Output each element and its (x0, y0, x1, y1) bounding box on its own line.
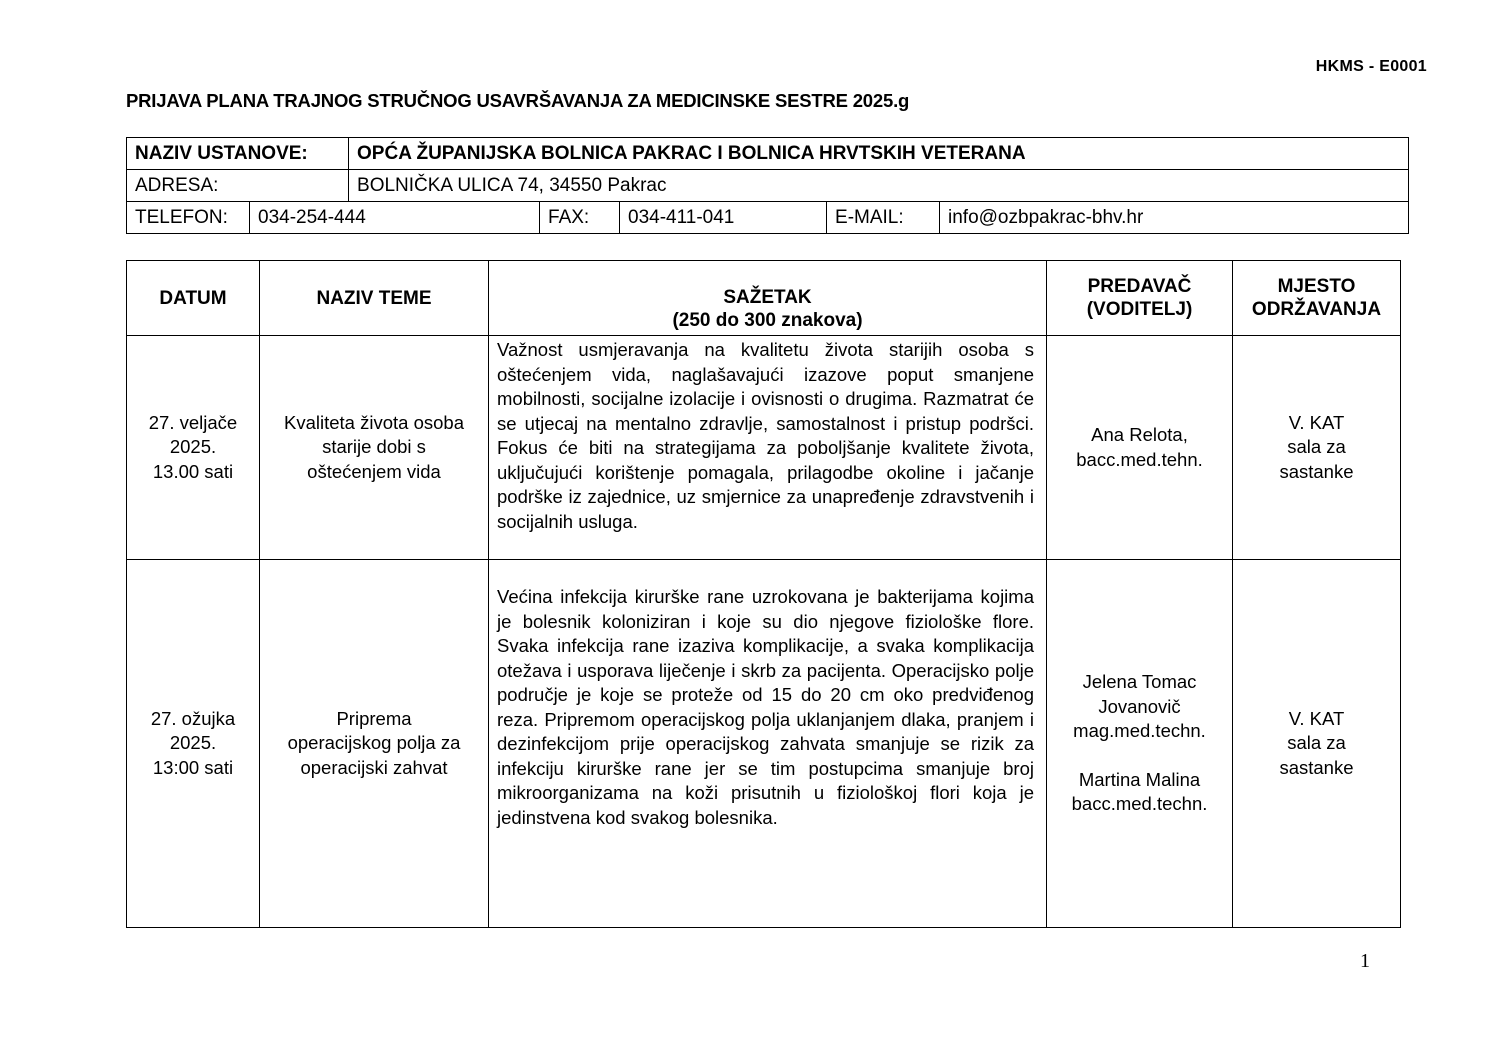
fax-label: FAX: (540, 202, 620, 234)
date-line: 13:00 sati (152, 756, 234, 778)
location-line: sala za (1287, 732, 1346, 754)
date-line: 27. ožujka (150, 707, 236, 729)
col-header-date: DATUM (127, 261, 260, 336)
date-line: 2025. (169, 436, 217, 458)
location-line: sala za (1287, 436, 1346, 458)
phone-label: TELEFON: (127, 202, 250, 234)
date-line: 27. veljače (148, 411, 238, 433)
location-line: V. KAT (1288, 411, 1345, 433)
fax-value: 034-411-041 (620, 202, 827, 234)
date-cell (127, 560, 260, 928)
col-header-lecturer (1047, 261, 1233, 336)
lecturer-line: Martina Malina (1078, 768, 1201, 790)
lecturer-line: Jelena Tomac (1082, 671, 1197, 693)
location-line: sastanke (1279, 756, 1354, 778)
schedule-table (126, 260, 1401, 928)
date-line: 2025. (169, 732, 217, 754)
summary-header-label: SAŽETAK (723, 287, 812, 308)
lecturer-line: Jovanovič (1098, 695, 1181, 717)
form-code: HKMS - E0001 (1315, 58, 1427, 75)
col-header-location (1233, 261, 1401, 336)
location-cell (1233, 560, 1401, 928)
lecturer-cell (1047, 560, 1233, 928)
institution-name-label: NAZIV USTANOVE: (127, 138, 349, 170)
date-cell (127, 336, 260, 560)
summary-cell: Većina infekcija kirurške rane uzrokovana je bakterijama kojima je bolesnik koloniziran i koje su dio njegove fiziološke flore. Svaka infekcija rane izaziva komplikacije, a svaka komplikacija otežava i usporava liječenje i skrb za pacijenta. Operacijsko polje područje je koje se proteže od 15 do 20 cm oko predviđenog reza. Pripremom operacijskog polja uklanjanjem dlaka, pranjem i dezinfekcijom prije operacijskog zahvata smanjuje se rizik za infekciju kirurške rane jer se tim postupcima smanjuje broj mikroorganizama na koži prisutnih u fiziološkoj flori koja je jedinstvena kod svakog bolesnika. (489, 560, 1047, 928)
topic-cell (260, 336, 489, 560)
summary-header-note: (250 do 300 znakova) (672, 310, 863, 331)
lecturer-cell (1047, 336, 1233, 560)
lecturer-header-line: (VODITELJ) (1086, 299, 1193, 320)
table-row (127, 336, 1401, 560)
table-row (127, 560, 1401, 928)
lecturer-header-line: PREDAVAČ (1087, 276, 1192, 297)
location-header-line: MJESTO (1277, 276, 1356, 297)
location-line: V. KAT (1288, 707, 1345, 729)
email-label: E-MAIL: (827, 202, 940, 234)
lecturer-line: mag.med.techn. (1073, 720, 1206, 742)
institution-name: OPĆA ŽUPANIJSKA BOLNICA PAKRAC I BOLNICA HRVTSKIH VETERANA (349, 138, 1409, 170)
topic-line: operacijski zahvat (300, 756, 448, 778)
address-label: ADRESA: (127, 170, 349, 202)
topic-line: starije dobi s (322, 436, 426, 458)
location-header-line: ODRŽAVANJA (1251, 299, 1382, 320)
lecturer-spacer (1047, 744, 1232, 768)
topic-line: operacijskog polja za (287, 732, 461, 754)
phone-value: 034-254-444 (250, 202, 540, 234)
col-header-summary (489, 261, 1047, 336)
document-title: PRIJAVA PLANA TRAJNOG STRUČNOG USAVRŠAVANJA ZA MEDICINSKE SESTRE 2025.g (126, 90, 910, 111)
schedule-header-row (127, 261, 1401, 336)
col-header-topic: NAZIV TEME (260, 261, 489, 336)
lecturer-line: bacc.med.tehn. (1076, 448, 1203, 470)
topic-line: oštećenjem vida (307, 460, 441, 482)
institution-table (126, 137, 1409, 234)
summary-cell: Važnost usmjeravanja na kvalitetu života starijih osoba s oštećenjem vida, naglašavajući izazove poput smanjene mobilnosti, socijalne izolacije i ovisnosti o drugima. Razmatrat će se utjecaj na mentalno zdravlje, samostalnost i pristup podršci. Fokus će biti na strategijama za poboljšanje kvalitete života, uključujući korištenje pomagala, prilagodbe okoline i jačanje podrške iz zajednice, uz smjernice za unapređenje zdravstvenih i socijalnih usluga. (489, 336, 1047, 560)
location-line: sastanke (1279, 460, 1354, 482)
date-line: 13.00 sati (152, 460, 234, 482)
page-number: 1 (1360, 950, 1370, 972)
topic-line: Priprema (336, 707, 412, 729)
address-value: BOLNIČKA ULICA 74, 34550 Pakrac (349, 170, 1409, 202)
lecturer-line: bacc.med.techn. (1071, 793, 1208, 815)
topic-cell (260, 560, 489, 928)
topic-line: Kvaliteta života osoba (284, 411, 464, 433)
lecturer-line: Ana Relota, (1091, 424, 1188, 445)
location-cell (1233, 336, 1401, 560)
email-value: info@ozbpakrac-bhv.hr (940, 202, 1409, 234)
